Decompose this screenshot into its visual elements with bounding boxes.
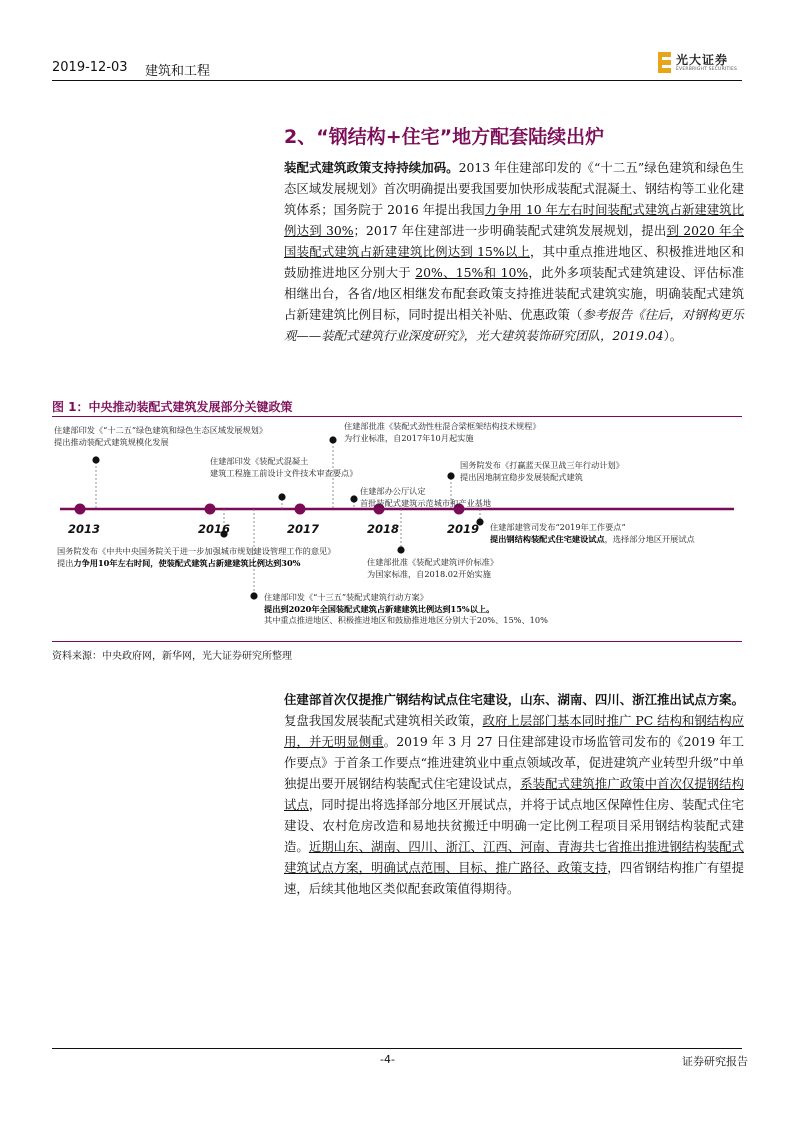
event-2017-evaluation-standard: 住建部批准《装配式建筑评价标准》 为国家标准，自2018.02开始实施 xyxy=(367,557,499,579)
event-2016-state-council: 国务院发布《中共中央国务院关于进一步加强城市规划建设管理工作的意见》 提出力争用10年左右时间，使装配式建筑占新建建筑比例达到30% xyxy=(57,546,336,568)
para1-text-1: 2013 年住建部印发的《“十二五”绿色建筑和绿色生态区域发展规划》首次明确提出要我国要加快形成装配式混凝土、钢结构等工业化建筑体系；国务院于 2016 年提出我国 xyxy=(284,160,745,217)
para2-text-4: ，四省钢结构推广有望提速，后续其他地区类似配套政策值得期待。 xyxy=(284,860,745,896)
logo-text-cn: 光大证券 xyxy=(676,53,729,67)
para1-underline-3: 20%、15%和 10% xyxy=(415,265,529,280)
year-dot-2013 xyxy=(75,504,86,515)
year-dot-2016 xyxy=(205,504,216,515)
para2-lead: 住建部首次仅提推广钢结构试点住宅建设，山东、湖南、四川、浙江推出试点方案。 xyxy=(284,692,744,707)
para2-text-1: 复盘我国发展装配式建筑相关政策， xyxy=(284,713,483,728)
logo-text-en: EVERBRIGHT SECURITIES xyxy=(676,67,738,72)
para2-underline-2: 系装配式建筑推广政策中首次仅提钢结构试点 xyxy=(284,776,745,812)
year-label-2017: 2017 xyxy=(287,522,320,536)
para2-underline-3: 近期山东、湖南、四川、浙江、江西、河南、青海共七省推出推进钢结构装配式建筑试点方案，明确试点范围、目标、推广路径、政策支持 xyxy=(284,839,745,875)
figure-bottom-divider xyxy=(52,641,742,642)
logo-icon xyxy=(658,52,671,73)
para1-underline-2: 到 2020 年全国装配式建筑占新建建筑比例达到 15%以上 xyxy=(284,223,744,259)
para1-text-5: ）。 xyxy=(663,328,683,343)
year-label-2018: 2018 xyxy=(367,522,400,536)
event-2017-13th-five-year-plan: 住建部印发《“十三五”装配式建筑行动方案》 提出到2020年全国装配式建筑占新建建筑比例达到15%以上。 其中重点推进地区、积极推进地区和鼓励推进地区分别大于20%、15%、10% xyxy=(264,592,548,625)
event-marker-e1 xyxy=(92,456,99,463)
event-marker-e9 xyxy=(250,592,257,599)
event-marker-e2 xyxy=(329,436,336,443)
company-logo xyxy=(658,51,742,75)
figure-title: 图 1：中央推动装配式建筑发展部分关键政策 xyxy=(52,400,293,414)
event-2016-review-points: 住建部印发《装配式混凝土 建筑工程施工前设计文件技术审查要点》 xyxy=(210,456,358,478)
para1-text-2: ；2017 年住建部进一步明确装配式建筑发展规划，提出 xyxy=(353,223,667,238)
paragraph-steel-pilot xyxy=(284,689,744,899)
event-2019-work-points: 住建部建管司发布“2019年工作要点” 提出钢结构装配式住宅建设试点，选择部分地区开展试点 xyxy=(490,522,695,544)
para1-text-3: ，其中重点推进地区、积极推进地区和鼓励推进地区分别大于 xyxy=(284,244,744,280)
paragraph-policy-support xyxy=(284,157,744,346)
para1-underline-1: 力争用 10 年左右时间装配式建筑占新建建筑比例达到 30% xyxy=(284,202,744,238)
event-2017-steel-standard: 住建部批准《装配式劲性柱混合梁框架结构技术规程》 为行业标准，自2017年10月起实施 xyxy=(344,421,541,443)
event-2018-bluesky-plan: 国务院发布《打赢蓝天保卫战三年行动计划》 提出因地制宜稳步发展装配式建筑 xyxy=(460,460,624,482)
header-date: 2019-12-03 xyxy=(52,60,128,75)
year-dot-2017 xyxy=(295,504,306,515)
event-marker-e8 xyxy=(397,546,404,553)
para1-reference: 参考报告《往后，对钢构更乐观——装配式建筑行业深度研究》，光大建筑装饰研究团队，2019.04 xyxy=(284,307,744,343)
event-2013-plan: 住建部印发《“十二五”绿色建筑和绿色生态区域发展规划》 提出推动装配式建筑规模化发展 xyxy=(54,425,268,447)
year-label-2016: 2016 xyxy=(198,522,231,536)
year-label-2013: 2013 xyxy=(68,522,101,536)
para1-lead: 装配式建筑政策支持持续加码。 xyxy=(284,160,459,175)
figure-top-divider xyxy=(52,416,742,417)
footer-label: 证券研究报告 xyxy=(682,1055,748,1068)
event-marker-e5 xyxy=(350,495,357,502)
section-title: 2、“钢结构+住宅”地方配套陆续出炉 xyxy=(284,126,605,148)
page-number: -4- xyxy=(380,1053,395,1066)
para2-text-3: ，同时提出将选择部分地区开展试点，并将于试点地区保障性住房、装配式住宅建设、农村危房改造和易地扶贫搬迁中明确一定比例工程项目采用钢结构装配式建造。 xyxy=(284,797,745,854)
para2-underline-1: 政府上层部门基本同时推广 PC 结构和钢结构应用，并无明显侧重 xyxy=(284,713,744,749)
header-sector: 建筑和工程 xyxy=(145,64,211,79)
figure-source: 资料来源：中央政府网，新华网，光大证券研究所整理 xyxy=(52,651,292,662)
header-divider xyxy=(52,80,742,81)
event-2017-demo-cities: 住建部办公厅认定 首批装配式建筑示范城市和产业基地 xyxy=(360,486,492,508)
footer-divider xyxy=(52,1048,742,1049)
year-label-2019: 2019 xyxy=(447,522,480,536)
para2-text-2: 。2019 年 3 月 27 日住建部建设市场监管司发布的《2019 年工作要点》于首条工作要点“推进建筑业中重点领域改革，促进建筑产业转型升级”中单独提出要开展钢结构装配式住宅建设试点， xyxy=(284,734,744,791)
para1-text-4: ，此外多项装配式建筑建设、评估标准相继出台，各省/地区相继发布配套政策支持推进装配式建筑实施，明确装配式建筑占新建建筑比例目标，同时提出相关补贴、优惠政策（ xyxy=(284,265,744,322)
event-marker-e4 xyxy=(447,472,454,479)
event-marker-e3 xyxy=(278,493,285,500)
